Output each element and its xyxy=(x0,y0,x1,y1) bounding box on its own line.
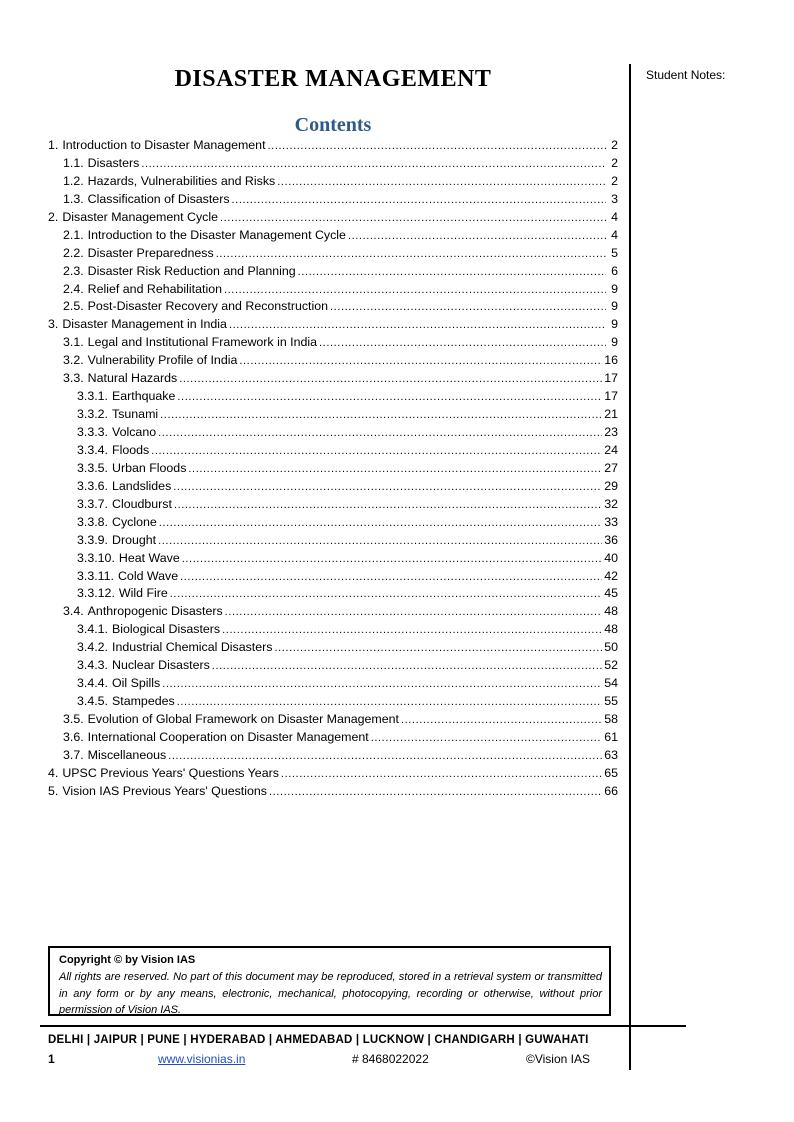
toc-entry-number: 3.5. xyxy=(63,712,84,726)
toc-entry-number: 3.3.12. xyxy=(77,586,115,601)
toc-leader-dots xyxy=(268,138,606,152)
toc-entry[interactable] xyxy=(48,264,618,282)
toc-entry[interactable] xyxy=(48,694,618,712)
toc-entry[interactable] xyxy=(48,676,618,694)
toc-entry[interactable] xyxy=(48,497,618,515)
toc-leader-dots xyxy=(174,497,602,511)
toc-entry-label: Miscellaneous xyxy=(87,747,167,762)
toc-leader-dots xyxy=(177,389,602,403)
toc-entry-page: 4 xyxy=(611,227,618,242)
toc-entry-number: 1. xyxy=(48,138,59,152)
toc-entry-number: 3.3.7. xyxy=(77,496,109,511)
toc-entry[interactable] xyxy=(48,730,618,748)
toc-entry-page: 61 xyxy=(604,729,618,744)
toc-entry[interactable] xyxy=(48,784,618,802)
toc-leader-dots xyxy=(179,371,602,385)
toc-entry-label: Oil Spills xyxy=(112,676,161,691)
toc-entry[interactable] xyxy=(48,407,618,425)
toc-entry-page: 21 xyxy=(604,407,618,422)
toc-leader-dots xyxy=(160,407,602,421)
toc-leader-dots xyxy=(274,640,602,654)
toc-leader-dots xyxy=(401,712,602,726)
toc-entry-page: 55 xyxy=(604,694,618,709)
toc-leader-dots xyxy=(225,604,603,618)
toc-entry[interactable] xyxy=(48,138,618,156)
toc-entry-page: 9 xyxy=(611,317,618,332)
toc-leader-dots xyxy=(151,443,602,457)
footer-brand: ©Vision IAS xyxy=(526,1052,590,1066)
toc-entry-page: 45 xyxy=(604,586,618,601)
toc-entry-page: 3 xyxy=(611,191,618,206)
copyright-title: Copyright © by Vision IAS xyxy=(59,954,196,966)
toc-entry-page: 9 xyxy=(611,281,618,296)
toc-entry-label: Tsunami xyxy=(112,407,159,422)
toc-entry[interactable] xyxy=(48,425,618,443)
toc-entry-label: Disaster Risk Reduction and Planning xyxy=(87,263,296,278)
copyright-box xyxy=(48,946,611,1016)
toc-entry-page: 6 xyxy=(611,263,618,278)
toc-leader-dots xyxy=(182,551,602,565)
toc-entry-number: 2. xyxy=(48,209,59,224)
toc-entry-page: 40 xyxy=(604,550,618,565)
toc-entry[interactable] xyxy=(48,192,618,210)
toc-entry-page: 9 xyxy=(611,299,618,314)
toc-entry-number: 2.2. xyxy=(63,245,84,260)
toc-entry-number: 3.4.3. xyxy=(77,658,109,673)
toc-leader-dots xyxy=(168,748,602,762)
toc-entry-number: 3.3.1. xyxy=(77,389,109,404)
toc-entry[interactable] xyxy=(48,622,618,640)
toc-entry-page: 23 xyxy=(604,425,618,439)
toc-entry[interactable] xyxy=(48,156,618,174)
toc-entry-page: 33 xyxy=(604,514,618,529)
toc-entry[interactable] xyxy=(48,443,618,461)
toc-entry-number: 3.3.8. xyxy=(77,514,109,529)
toc-entry-label: Introduction to Disaster Management xyxy=(62,138,266,152)
toc-entry-page: 65 xyxy=(604,765,618,780)
toc-entry[interactable] xyxy=(48,299,618,317)
toc-entry-number: 1.3. xyxy=(63,191,84,206)
toc-leader-dots xyxy=(224,282,606,296)
toc-entry-label: Nuclear Disasters xyxy=(112,658,210,673)
toc-entry[interactable] xyxy=(48,317,618,335)
toc-entry-page: 48 xyxy=(604,604,618,619)
toc-entry-page: 4 xyxy=(611,209,618,224)
toc-entry-label: Legal and Institutional Framework in India xyxy=(87,335,318,350)
toc-leader-dots xyxy=(330,299,606,313)
toc-entry[interactable] xyxy=(48,658,618,676)
toc-entry[interactable] xyxy=(48,748,618,766)
toc-entry-number: 3.4.4. xyxy=(77,676,109,691)
toc-leader-dots xyxy=(212,658,602,672)
toc-entry-number: 3.3.10. xyxy=(77,550,115,565)
toc-entry-page: 52 xyxy=(604,658,618,673)
toc-entry[interactable] xyxy=(48,479,618,497)
toc-leader-dots xyxy=(232,192,606,206)
footer-page-number: 1 xyxy=(48,1052,55,1066)
toc-entry-number: 1.2. xyxy=(63,173,84,188)
toc-entry-page: 42 xyxy=(604,568,618,583)
footer-phone: # 8468022022 xyxy=(352,1052,429,1066)
toc-entry[interactable] xyxy=(48,174,618,192)
toc-entry-label: Disasters xyxy=(87,155,140,170)
toc-entry-page: 2 xyxy=(611,173,618,188)
toc-entry[interactable] xyxy=(48,586,618,604)
toc-entry-page: 29 xyxy=(604,478,618,493)
copyright-text: All rights are reserved. No part of this document may be reproduced, stored in a retrieval system or transmitted in any form or by any means, electronic, mechanical, photocopying, recording or otherwise, without prior permission of Vision IAS. xyxy=(59,971,602,1016)
toc-entry-page: 54 xyxy=(604,676,618,691)
toc-entry-number: 3.3. xyxy=(63,371,84,386)
toc-entry-label: Classification of Disasters xyxy=(87,191,230,206)
toc-entry-label: Disaster Management in India xyxy=(62,317,227,332)
toc-entry-label: Anthropogenic Disasters xyxy=(87,604,223,619)
toc-leader-dots xyxy=(239,353,602,367)
toc-entry[interactable] xyxy=(48,569,618,587)
toc-leader-dots xyxy=(220,210,606,224)
toc-entry-page: 16 xyxy=(604,353,618,368)
toc-entry[interactable] xyxy=(48,604,618,622)
toc-entry-number: 2.5. xyxy=(63,299,84,314)
toc-leader-dots xyxy=(348,228,606,242)
toc-leader-dots xyxy=(188,461,602,475)
toc-entry[interactable] xyxy=(48,228,618,246)
toc-leader-dots xyxy=(162,676,602,690)
toc-leader-dots xyxy=(170,586,602,600)
toc-entry-number: 3.3.6. xyxy=(77,478,109,493)
toc-entry[interactable] xyxy=(48,389,618,407)
toc-entry-page: 17 xyxy=(604,389,618,404)
page-title: DISASTER MANAGEMENT xyxy=(174,66,492,92)
toc-leader-dots xyxy=(269,784,602,798)
toc-entry-number: 3.4. xyxy=(63,604,84,619)
toc-entry-label: Heat Wave xyxy=(118,550,180,565)
toc-entry-number: 3.4.1. xyxy=(77,622,109,637)
toc-entry-number: 2.4. xyxy=(63,281,84,296)
toc-leader-dots xyxy=(298,264,606,278)
toc-leader-dots xyxy=(177,694,603,708)
toc-entry-page: 2 xyxy=(611,155,618,170)
toc-entry-label: Vulnerability Profile of India xyxy=(87,353,238,368)
toc-entry[interactable] xyxy=(48,712,618,730)
toc-entry-label: Natural Hazards xyxy=(87,371,178,386)
toc-entry-page: 50 xyxy=(604,640,618,655)
toc-entry-page: 48 xyxy=(604,622,618,637)
toc-entry-label: Introduction to the Disaster Management Cycle xyxy=(87,227,346,242)
toc-entry-label: Vision IAS Previous Years' Questions xyxy=(62,783,267,798)
toc-entry[interactable] xyxy=(48,515,618,533)
toc-entry-label: Cold Wave xyxy=(117,568,179,583)
toc-entry-label: Landslides xyxy=(112,478,172,493)
toc-entry-page: 63 xyxy=(604,747,618,762)
toc-entry-label: Floods xyxy=(112,442,150,457)
toc-leader-dots xyxy=(158,425,602,439)
toc-entry-number: 5. xyxy=(48,783,59,798)
toc-entry-label: Disaster Management Cycle xyxy=(62,209,218,224)
toc-entry-page: 36 xyxy=(604,532,618,547)
toc-entry-number: 3.3.11. xyxy=(77,568,114,583)
toc-entry-number: 3. xyxy=(48,317,59,332)
toc-entry-number: 3.3.9. xyxy=(77,532,109,547)
toc-entry-number: 3.4.2. xyxy=(77,640,109,655)
toc-entry-label: Relief and Rehabilitation xyxy=(87,281,222,296)
toc-leader-dots xyxy=(141,156,606,170)
toc-entry-label: Earthquake xyxy=(112,389,176,404)
toc-entry[interactable] xyxy=(48,766,618,784)
toc-entry-label: Drought xyxy=(112,532,157,547)
toc-entry-label: Urban Floods xyxy=(112,460,187,475)
toc-entry-label: International Cooperation on Disaster Management xyxy=(87,729,369,744)
footer-website-link[interactable]: www.visionias.in xyxy=(158,1052,246,1066)
toc-entry[interactable] xyxy=(48,282,618,300)
toc-entry-page: 2 xyxy=(611,138,618,152)
toc-entry[interactable] xyxy=(48,551,618,569)
toc-entry-page: 9 xyxy=(611,335,618,350)
toc-entry-number: 3.1. xyxy=(63,335,84,350)
toc-entry-label: Wild Fire xyxy=(118,586,168,601)
toc-entry-page: 27 xyxy=(604,460,618,475)
toc-entry[interactable] xyxy=(48,210,618,228)
notes-divider xyxy=(629,64,631,1070)
toc-leader-dots xyxy=(371,730,603,744)
toc-entry-label: Post-Disaster Recovery and Reconstruction xyxy=(87,299,329,314)
footer-cities: DELHI | JAIPUR | PUNE | HYDERABAD | AHMEDABAD | LUCKNOW | CHANDIGARH | GUWAHATI xyxy=(48,1034,589,1046)
toc-entry-page: 17 xyxy=(604,371,618,386)
contents-heading: Contents xyxy=(294,114,372,136)
toc-entry-number: 3.3.2. xyxy=(77,407,109,422)
toc-entry-number: 3.6. xyxy=(63,729,84,744)
toc-entry[interactable] xyxy=(48,246,618,264)
toc-entry-label: Cloudburst xyxy=(112,496,172,511)
toc-leader-dots xyxy=(159,515,602,529)
toc-entry-page: 24 xyxy=(604,442,618,457)
toc-entry-page: 58 xyxy=(604,712,618,726)
toc-entry-label: UPSC Previous Years' Questions Years xyxy=(62,765,279,780)
toc-entry-label: Evolution of Global Framework on Disaster Management xyxy=(87,712,399,726)
toc-entry[interactable] xyxy=(48,640,618,658)
toc-entry[interactable] xyxy=(48,533,618,551)
toc-entry-label: Cyclone xyxy=(112,514,157,529)
toc-leader-dots xyxy=(319,335,606,349)
toc-entry-number: 3.2. xyxy=(63,353,84,368)
toc-leader-dots xyxy=(180,569,602,583)
toc-entry[interactable] xyxy=(48,353,618,371)
toc-leader-dots xyxy=(222,622,602,636)
toc-entry-number: 4. xyxy=(48,765,59,780)
toc-entry-label: Hazards, Vulnerabilities and Risks xyxy=(87,173,276,188)
toc-entry-number: 3.3.5. xyxy=(77,460,109,475)
toc-leader-dots xyxy=(173,479,602,493)
toc-entry-number: 2.1. xyxy=(63,227,84,242)
toc-entry-label: Disaster Preparedness xyxy=(87,245,214,260)
toc-entry-number: 2.3. xyxy=(63,263,84,278)
toc-entry-label: Volcano xyxy=(112,425,157,439)
toc-entry-number: 3.7. xyxy=(63,747,84,762)
toc-leader-dots xyxy=(281,766,602,780)
table-of-contents xyxy=(48,138,618,802)
toc-leader-dots xyxy=(158,533,602,547)
toc-entry-number: 1.1. xyxy=(63,155,84,170)
toc-entry-number: 3.3.4. xyxy=(77,442,109,457)
footer-divider xyxy=(40,1025,686,1027)
toc-entry[interactable] xyxy=(48,371,618,389)
toc-entry-label: Biological Disasters xyxy=(112,622,221,637)
toc-entry[interactable] xyxy=(48,335,618,353)
student-notes-label: Student Notes: xyxy=(646,68,726,82)
toc-entry-number: 3.3.3. xyxy=(77,425,109,439)
toc-entry[interactable] xyxy=(48,461,618,479)
toc-entry-number: 3.4.5. xyxy=(77,694,109,709)
toc-entry-label: Stampedes xyxy=(112,694,175,709)
toc-entry-page: 5 xyxy=(611,245,618,260)
toc-entry-page: 32 xyxy=(604,496,618,511)
toc-leader-dots xyxy=(216,246,606,260)
toc-entry-label: Industrial Chemical Disasters xyxy=(112,640,273,655)
toc-entry-page: 66 xyxy=(604,783,618,798)
toc-leader-dots xyxy=(277,174,606,188)
toc-leader-dots xyxy=(229,317,606,331)
